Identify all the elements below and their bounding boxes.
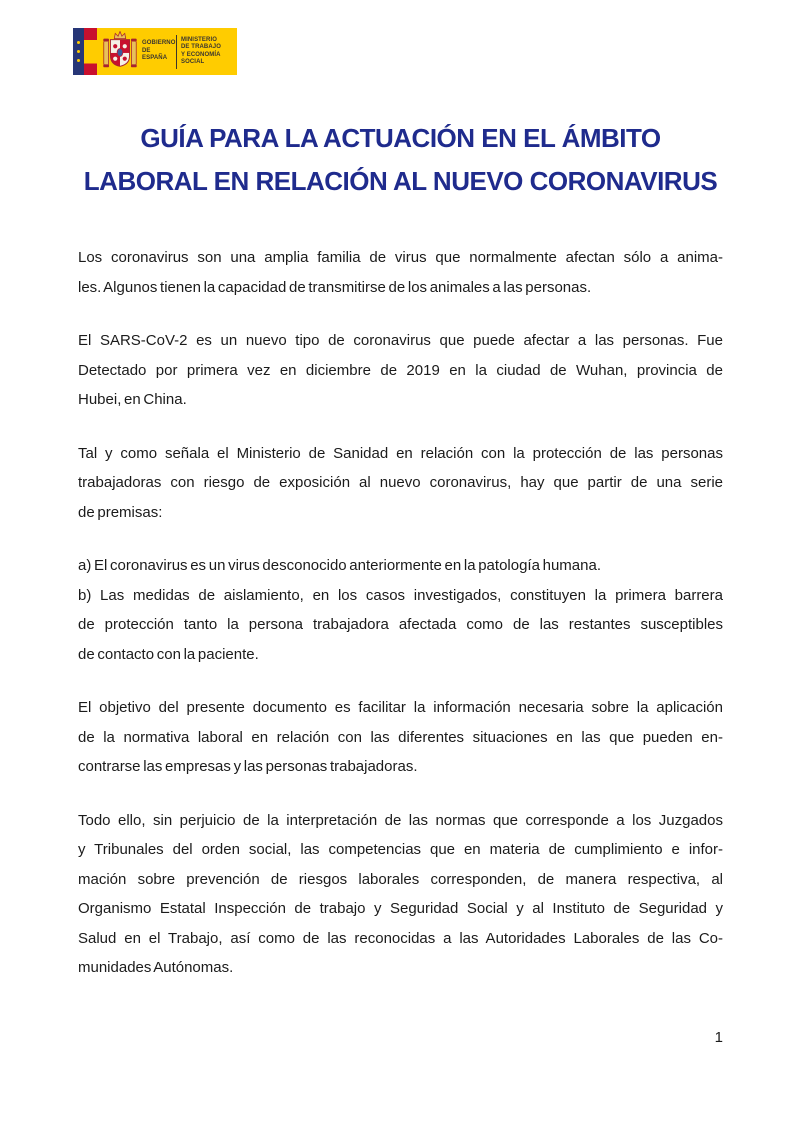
text-line: Detectado por primera vez en diciembre de 2019 en la ciudad de Wuhan, provincia de [78,361,723,379]
government-logo [73,28,237,75]
paragraph [78,439,723,528]
text-line: y Tribunales del orden social, las competencias que en materia de cumplimiento e infor- [78,841,723,858]
paragraph [78,693,723,782]
text-line: de la normativa laboral en relación con las diferentes situaciones en las que pueden en- [78,728,723,746]
paragraph [78,243,723,302]
text-line: El SARS-CoV-2 es un nuevo tipo de coronavirus que puede afectar a las personas. Fue [78,332,723,349]
text-line: Hubei, en China. [78,391,187,408]
paragraph [78,806,723,983]
text-line: b) Las medidas de aislamiento, en los casos investigados, constituyen la primera barrera [78,586,723,604]
flag-dot [77,59,80,62]
text-line: trabajadoras con riesgo de exposición al nuevo coronavirus, hay que partir de una serie [78,474,723,491]
text-line: Tal y como señala el Ministerio de Sanidad en relación con la protección de las personas [78,444,723,462]
text-line: contrarse las empresas y las personas trabajadoras. [78,758,418,775]
flag-dot [77,50,80,53]
text-line: de contacto con la paciente. [78,645,259,663]
text-line: Los coronavirus son una amplia familia de virus que normalmente afectan sólo a anima- [78,249,723,266]
document-content [78,117,723,983]
flag-dot [77,41,80,44]
document-title [78,117,723,203]
text-line: a) El coronavirus es un virus desconocido anteriormente en la patología humana. [78,557,601,574]
government-name-line: GOBIERNO [142,40,176,47]
government-name-line: DE ESPAÑA [142,47,168,62]
text-line: Organismo Estatal Inspección de trabajo y Seguridad Social y al Instituto de Seguridad y [78,900,723,917]
spain-coat-of-arms-icon [97,28,142,75]
paragraph [78,326,723,415]
document-body [78,243,723,983]
ministry-name-line: DE TRABAJO [181,44,222,50]
text-line: mación sobre prevención de riesgos laborales corresponden, de manera respectiva, al [78,870,723,888]
text-line: de protección tanto la persona trabajadora afectada como de las restantes susceptibles [78,616,723,633]
text-line: les. Algunos tienen la capacidad de transmitirse de los animales a las personas. [78,278,592,296]
paragraph [78,581,723,670]
text-line: Salud en el Trabajo, así como de las reconocidas a las Autoridades Laborales de las Co- [78,929,723,947]
flag-blue-stripe [73,28,84,75]
text-line: munidades Autónomas. [78,959,234,976]
ministry-name-line: Y ECONOMÍA SOCIAL [181,51,221,65]
page-number: 1 [714,1029,723,1046]
government-name [142,28,175,75]
text-line: de premisas: [78,503,163,521]
title-line: GUÍA PARA LA ACTUACIÓN EN EL ÁMBITO [140,123,661,153]
paragraph [78,551,723,581]
text-line: Todo ello, sin perjuicio de la interpretación de las normas que corresponde a los Juzgados [78,811,723,829]
text-line: El objetivo del presente documento es facilitar la información necesaria sobre la aplicación [78,699,723,716]
ministry-name [181,28,237,75]
ministry-name-line: MINISTERIO [181,36,218,43]
spain-flag-stripe [84,28,97,75]
logo-divider [176,35,177,69]
title-line: LABORAL EN RELACIÓN AL NUEVO CORONAVIRUS [83,166,718,196]
